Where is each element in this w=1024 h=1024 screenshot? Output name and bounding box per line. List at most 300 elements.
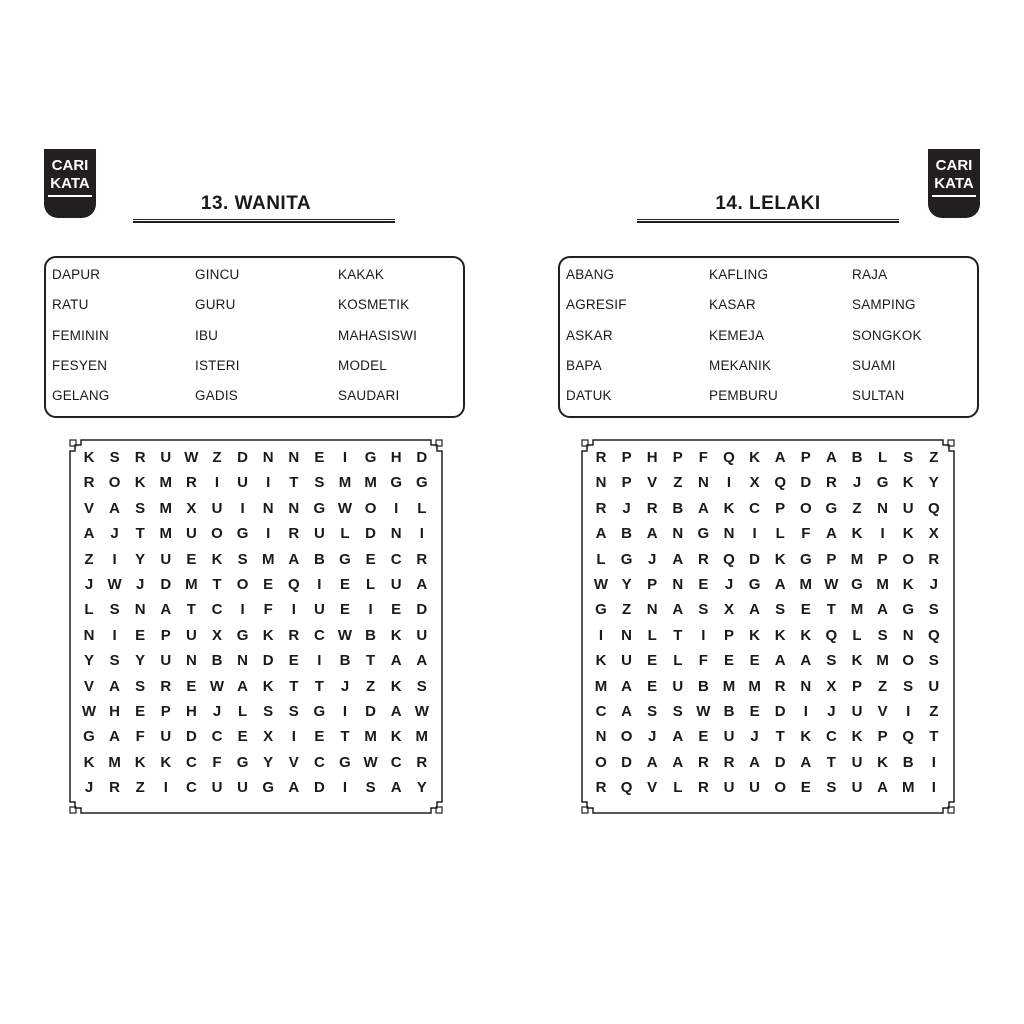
grid-letter[interactable]: A xyxy=(672,550,684,568)
grid-letter[interactable]: M xyxy=(901,779,915,797)
grid-letter[interactable]: L xyxy=(647,626,657,644)
grid-letter[interactable]: D xyxy=(416,449,428,466)
grid-letter[interactable]: A xyxy=(160,601,172,619)
grid-letter[interactable]: D xyxy=(313,779,325,797)
grid-letter[interactable]: J xyxy=(84,779,94,797)
grid-letter[interactable]: Q xyxy=(287,576,300,593)
grid-letter[interactable]: P xyxy=(826,550,837,568)
grid-letter[interactable]: U xyxy=(160,550,172,568)
grid-letter[interactable]: W xyxy=(696,703,711,720)
grid-letter[interactable]: D xyxy=(621,753,633,771)
grid-letter[interactable]: H xyxy=(390,449,402,466)
grid-letter[interactable]: K xyxy=(902,474,914,492)
grid-letter[interactable]: E xyxy=(365,550,376,568)
grid-letter[interactable]: E xyxy=(723,652,734,670)
grid-letter[interactable]: U xyxy=(313,525,325,543)
grid-letter[interactable]: J xyxy=(136,576,145,593)
grid-letter[interactable]: Z xyxy=(929,703,939,720)
grid-letter[interactable]: W xyxy=(824,576,839,593)
grid-letter[interactable]: A xyxy=(237,677,249,695)
grid-letter[interactable]: I xyxy=(112,626,117,644)
grid-letter[interactable]: C xyxy=(390,550,402,568)
grid-letter[interactable]: T xyxy=(826,753,836,771)
grid-letter[interactable]: I xyxy=(342,703,348,720)
grid-letter[interactable]: W xyxy=(184,449,199,466)
grid-letter[interactable]: R xyxy=(160,677,172,695)
grid-letter[interactable]: M xyxy=(108,753,121,771)
grid-letter[interactable]: W xyxy=(209,677,225,695)
grid-letter[interactable]: M xyxy=(261,550,275,568)
grid-letter[interactable]: M xyxy=(722,677,736,695)
grid-letter[interactable]: S xyxy=(109,601,120,619)
grid-letter[interactable]: P xyxy=(877,550,888,568)
grid-letter[interactable]: H xyxy=(109,703,121,720)
grid-letter[interactable]: D xyxy=(262,652,274,670)
grid-letter[interactable]: U xyxy=(416,626,428,644)
grid-letter[interactable]: I xyxy=(752,525,757,543)
grid-letter[interactable]: X xyxy=(263,728,274,746)
grid-letter[interactable]: A xyxy=(288,779,300,797)
grid-letter[interactable]: N xyxy=(262,499,274,517)
grid-letter[interactable]: Q xyxy=(902,728,915,746)
grid-letter[interactable]: Q xyxy=(774,474,787,492)
grid-letter[interactable]: U xyxy=(211,779,223,797)
grid-letter[interactable]: G xyxy=(876,474,889,492)
grid-letter[interactable]: S xyxy=(135,499,146,517)
grid-letter[interactable]: A xyxy=(749,753,761,771)
grid-letter[interactable]: O xyxy=(364,499,377,517)
grid-letter[interactable]: N xyxy=(390,525,402,543)
grid-letter[interactable]: P xyxy=(160,703,171,720)
grid-letter[interactable]: Y xyxy=(83,652,94,670)
grid-letter[interactable]: T xyxy=(826,601,836,619)
grid-letter[interactable]: L xyxy=(775,525,785,543)
grid-letter[interactable]: L xyxy=(417,499,427,517)
grid-letter[interactable]: S xyxy=(826,779,837,797)
grid-letter[interactable]: N xyxy=(723,525,735,543)
grid-letter[interactable]: K xyxy=(749,626,761,644)
grid-letter[interactable]: A xyxy=(800,753,812,771)
grid-letter[interactable]: K xyxy=(262,677,274,695)
grid-letter[interactable]: U xyxy=(237,474,249,492)
grid-letter[interactable]: L xyxy=(878,449,888,466)
grid-letter[interactable]: V xyxy=(288,753,299,771)
grid-letter[interactable]: A xyxy=(825,449,837,466)
grid-letter[interactable]: F xyxy=(135,728,145,746)
grid-letter[interactable]: W xyxy=(363,753,378,771)
grid-letter[interactable]: N xyxy=(672,525,684,543)
grid-letter[interactable]: U xyxy=(185,626,197,644)
grid-letter[interactable]: K xyxy=(390,728,402,746)
grid-letter[interactable]: T xyxy=(289,474,299,492)
grid-letter[interactable]: U xyxy=(902,499,914,517)
grid-letter[interactable]: O xyxy=(595,753,607,771)
grid-letter[interactable]: S xyxy=(928,601,939,619)
grid-letter[interactable]: L xyxy=(596,550,606,568)
grid-letter[interactable]: O xyxy=(211,525,223,543)
grid-letter[interactable]: F xyxy=(263,601,273,619)
grid-letter[interactable]: S xyxy=(135,677,146,695)
grid-letter[interactable]: K xyxy=(390,626,402,644)
grid-letter[interactable]: P xyxy=(775,499,786,517)
grid-letter[interactable]: J xyxy=(84,576,94,593)
grid-letter[interactable]: K xyxy=(851,728,863,746)
grid-letter[interactable]: T xyxy=(289,677,299,695)
grid-letter[interactable]: E xyxy=(314,728,325,746)
grid-letter[interactable]: I xyxy=(342,779,348,797)
grid-letter[interactable]: C xyxy=(185,779,197,797)
grid-letter[interactable]: B xyxy=(723,703,735,720)
grid-letter[interactable]: J xyxy=(852,474,862,492)
grid-letter[interactable]: S xyxy=(109,449,120,466)
grid-letter[interactable]: E xyxy=(237,728,248,746)
grid-letter[interactable]: E xyxy=(647,652,658,670)
grid-letter[interactable]: I xyxy=(112,550,117,568)
grid-letter[interactable]: R xyxy=(723,753,735,771)
grid-letter[interactable]: A xyxy=(288,550,300,568)
grid-letter[interactable]: K xyxy=(160,753,172,771)
grid-letter[interactable]: G xyxy=(825,499,838,517)
grid-letter[interactable]: F xyxy=(212,753,222,771)
grid-letter[interactable]: G xyxy=(364,449,377,466)
grid-letter[interactable]: A xyxy=(109,677,121,695)
grid-letter[interactable]: N xyxy=(646,601,658,619)
grid-letter[interactable]: O xyxy=(799,499,812,517)
grid-letter[interactable]: L xyxy=(340,525,350,543)
grid-letter[interactable]: Q xyxy=(723,449,735,466)
grid-letter[interactable]: T xyxy=(929,728,939,746)
grid-letter[interactable]: A xyxy=(774,449,786,466)
grid-letter[interactable]: E xyxy=(135,626,146,644)
grid-letter[interactable]: G xyxy=(313,499,326,517)
grid-letter[interactable]: T xyxy=(314,677,324,695)
grid-letter[interactable]: W xyxy=(337,626,353,644)
grid-letter[interactable]: A xyxy=(749,601,761,619)
grid-letter[interactable]: K xyxy=(83,753,95,771)
grid-letter[interactable]: S xyxy=(365,779,376,797)
grid-letter[interactable]: E xyxy=(135,703,146,720)
grid-letter[interactable]: U xyxy=(185,525,197,543)
grid-letter[interactable]: J xyxy=(622,499,631,517)
grid-letter[interactable]: Z xyxy=(878,677,888,695)
grid-letter[interactable]: R xyxy=(109,779,121,797)
grid-letter[interactable]: B xyxy=(621,525,633,543)
grid-letter[interactable]: L xyxy=(852,626,862,644)
grid-letter[interactable]: I xyxy=(291,601,296,619)
grid-letter[interactable]: B xyxy=(313,550,325,568)
grid-letter[interactable]: G xyxy=(262,779,275,797)
grid-letter[interactable]: I xyxy=(368,601,373,619)
grid-letter[interactable]: N xyxy=(697,474,709,492)
grid-letter[interactable]: U xyxy=(851,703,863,720)
grid-letter[interactable]: G xyxy=(339,550,351,568)
grid-letter[interactable]: R xyxy=(646,499,658,517)
grid-letter[interactable]: A xyxy=(877,779,889,797)
grid-letter[interactable]: K xyxy=(723,499,735,517)
grid-letter[interactable]: K xyxy=(800,728,812,746)
grid-letter[interactable]: S xyxy=(903,677,914,695)
grid-letter[interactable]: Y xyxy=(621,576,632,593)
grid-letter[interactable]: A xyxy=(877,601,889,619)
grid-letter[interactable]: B xyxy=(672,499,684,517)
grid-letter[interactable]: C xyxy=(211,728,223,746)
grid-letter[interactable]: Y xyxy=(135,550,146,568)
grid-letter[interactable]: Y xyxy=(928,474,939,492)
grid-letter[interactable]: Z xyxy=(673,474,683,492)
grid-letter[interactable]: Q xyxy=(927,499,940,517)
grid-letter[interactable]: L xyxy=(238,703,248,720)
grid-letter[interactable]: A xyxy=(825,525,837,543)
grid-letter[interactable]: D xyxy=(749,550,761,568)
grid-letter[interactable]: A xyxy=(774,652,786,670)
grid-letter[interactable]: C xyxy=(749,499,761,517)
grid-letter[interactable]: M xyxy=(159,525,173,543)
grid-letter[interactable]: N xyxy=(621,626,633,644)
grid-letter[interactable]: W xyxy=(414,703,429,720)
grid-letter[interactable]: M xyxy=(876,652,889,670)
grid-letter[interactable]: G xyxy=(83,728,95,746)
grid-letter[interactable]: P xyxy=(672,449,683,466)
grid-letter[interactable]: P xyxy=(800,449,811,466)
grid-letter[interactable]: W xyxy=(81,703,97,720)
grid-letter[interactable]: S xyxy=(416,677,427,695)
grid-letter[interactable]: R xyxy=(774,677,786,695)
grid-letter[interactable]: A xyxy=(390,652,402,670)
grid-letter[interactable]: U xyxy=(313,601,325,619)
grid-letter[interactable]: E xyxy=(749,652,760,670)
grid-letter[interactable]: N xyxy=(595,728,607,746)
grid-letter[interactable]: Q xyxy=(723,550,735,568)
grid-letter[interactable]: C xyxy=(595,703,607,720)
grid-letter[interactable]: R xyxy=(288,626,300,644)
grid-letter[interactable]: E xyxy=(263,576,274,593)
grid-letter[interactable]: Y xyxy=(416,779,427,797)
grid-letter[interactable]: G xyxy=(313,703,326,720)
grid-letter[interactable]: M xyxy=(594,677,608,695)
grid-letter[interactable]: G xyxy=(236,626,249,644)
grid-letter[interactable]: D xyxy=(237,449,249,466)
grid-letter[interactable]: B xyxy=(851,449,863,466)
grid-letter[interactable]: S xyxy=(672,703,683,720)
grid-letter[interactable]: N xyxy=(672,576,684,593)
grid-letter[interactable]: R xyxy=(595,449,607,466)
grid-letter[interactable]: S xyxy=(775,601,786,619)
grid-letter[interactable]: I xyxy=(163,779,168,797)
grid-letter[interactable]: K xyxy=(851,652,863,670)
grid-letter[interactable]: I xyxy=(266,525,271,543)
grid-letter[interactable]: B xyxy=(211,652,223,670)
grid-letter[interactable]: D xyxy=(416,601,428,619)
grid-letter[interactable]: A xyxy=(595,525,607,543)
grid-letter[interactable]: N xyxy=(185,652,197,670)
grid-letter[interactable]: U xyxy=(160,728,172,746)
grid-letter[interactable]: S xyxy=(877,626,888,644)
grid-letter[interactable]: K xyxy=(774,626,786,644)
grid-letter[interactable]: O xyxy=(774,779,787,797)
grid-letter[interactable]: O xyxy=(902,652,915,670)
grid-letter[interactable]: D xyxy=(365,525,377,543)
grid-letter[interactable]: U xyxy=(851,779,863,797)
grid-letter[interactable]: I xyxy=(931,753,936,771)
grid-letter[interactable]: V xyxy=(647,474,658,492)
grid-letter[interactable]: D xyxy=(160,576,172,593)
grid-letter[interactable]: B xyxy=(697,677,709,695)
grid-letter[interactable]: R xyxy=(416,753,428,771)
grid-letter[interactable]: N xyxy=(595,474,607,492)
grid-letter[interactable]: R xyxy=(825,474,837,492)
grid-letter[interactable]: E xyxy=(314,449,325,466)
grid-letter[interactable]: S xyxy=(928,652,939,670)
grid-letter[interactable]: S xyxy=(826,652,837,670)
grid-letter[interactable]: A xyxy=(109,728,121,746)
grid-letter[interactable]: K xyxy=(390,677,402,695)
grid-letter[interactable]: U xyxy=(621,652,633,670)
grid-letter[interactable]: N xyxy=(288,499,300,517)
grid-letter[interactable]: T xyxy=(340,728,350,746)
grid-letter[interactable]: M xyxy=(159,474,173,492)
grid-letter[interactable]: K xyxy=(211,550,223,568)
grid-letter[interactable]: O xyxy=(236,576,249,593)
grid-letter[interactable]: T xyxy=(366,652,376,670)
grid-letter[interactable]: G xyxy=(415,474,428,492)
grid-letter[interactable]: L xyxy=(84,601,94,619)
grid-letter[interactable]: E xyxy=(647,677,658,695)
grid-letter[interactable]: B xyxy=(902,753,914,771)
grid-letter[interactable]: V xyxy=(83,499,94,517)
grid-letter[interactable]: E xyxy=(186,550,197,568)
grid-letter[interactable]: M xyxy=(876,576,889,593)
grid-letter[interactable]: M xyxy=(799,576,813,593)
grid-letter[interactable]: C xyxy=(313,626,325,644)
grid-letter[interactable]: E xyxy=(339,601,350,619)
grid-letter[interactable]: U xyxy=(749,779,761,797)
grid-letter[interactable]: U xyxy=(390,576,402,593)
grid-letter[interactable]: S xyxy=(647,703,658,720)
grid-letter[interactable]: G xyxy=(236,753,249,771)
grid-letter[interactable]: U xyxy=(723,779,735,797)
grid-letter[interactable]: G xyxy=(236,525,249,543)
grid-letter[interactable]: R xyxy=(134,449,146,466)
grid-letter[interactable]: I xyxy=(598,626,604,644)
grid-letter[interactable]: Q xyxy=(825,626,838,644)
grid-letter[interactable]: E xyxy=(749,703,760,720)
grid-letter[interactable]: R xyxy=(185,474,197,492)
grid-letter[interactable]: Z xyxy=(84,550,94,568)
grid-letter[interactable]: G xyxy=(748,576,761,593)
grid-letter[interactable]: K xyxy=(877,753,889,771)
grid-letter[interactable]: T xyxy=(212,576,222,593)
grid-letter[interactable]: R xyxy=(595,779,607,797)
grid-letter[interactable]: X xyxy=(723,601,734,619)
grid-letter[interactable]: E xyxy=(391,601,402,619)
grid-letter[interactable]: K xyxy=(262,626,274,644)
grid-letter[interactable]: C xyxy=(390,753,402,771)
grid-letter[interactable]: I xyxy=(266,474,271,492)
grid-letter[interactable]: S xyxy=(263,703,274,720)
grid-letter[interactable]: T xyxy=(673,626,683,644)
grid-letter[interactable]: A xyxy=(83,525,95,543)
grid-letter[interactable]: A xyxy=(416,652,428,670)
grid-letter[interactable]: Q xyxy=(620,779,633,797)
grid-letter[interactable]: M xyxy=(364,474,377,492)
grid-letter[interactable]: D xyxy=(185,728,197,746)
grid-letter[interactable]: R xyxy=(416,550,428,568)
grid-letter[interactable]: I xyxy=(803,703,808,720)
grid-letter[interactable]: G xyxy=(595,601,607,619)
grid-letter[interactable]: P xyxy=(723,626,734,644)
grid-letter[interactable]: U xyxy=(237,779,249,797)
grid-letter[interactable]: R xyxy=(928,550,940,568)
grid-letter[interactable]: S xyxy=(288,703,299,720)
grid-letter[interactable]: M xyxy=(415,728,429,746)
grid-letter[interactable]: G xyxy=(799,550,812,568)
grid-letter[interactable]: A xyxy=(646,753,658,771)
grid-letter[interactable]: M xyxy=(850,601,864,619)
grid-letter[interactable]: X xyxy=(928,525,939,543)
grid-letter[interactable]: O xyxy=(108,474,121,492)
grid-letter[interactable]: I xyxy=(342,449,348,466)
grid-letter[interactable]: K xyxy=(902,525,914,543)
grid-letter[interactable]: D xyxy=(774,703,786,720)
grid-letter[interactable]: U xyxy=(723,728,735,746)
grid-letter[interactable]: W xyxy=(593,576,609,593)
grid-letter[interactable]: U xyxy=(160,449,172,466)
grid-letter[interactable]: J xyxy=(929,576,938,593)
grid-letter[interactable]: G xyxy=(902,601,915,619)
grid-letter[interactable]: H xyxy=(185,703,197,720)
grid-letter[interactable]: U xyxy=(211,499,223,517)
grid-letter[interactable]: W xyxy=(337,499,353,517)
grid-letter[interactable]: V xyxy=(877,703,888,720)
grid-letter[interactable]: K xyxy=(774,550,786,568)
grid-letter[interactable]: I xyxy=(701,626,706,644)
grid-letter[interactable]: T xyxy=(775,728,785,746)
grid-letter[interactable]: G xyxy=(339,753,351,771)
grid-letter[interactable]: C xyxy=(211,601,223,619)
grid-letter[interactable]: I xyxy=(931,779,936,797)
grid-letter[interactable]: K xyxy=(851,525,863,543)
grid-letter[interactable]: M xyxy=(364,728,377,746)
grid-letter[interactable]: N xyxy=(877,499,889,517)
grid-letter[interactable]: I xyxy=(240,601,245,619)
grid-letter[interactable]: X xyxy=(826,677,837,695)
grid-letter[interactable]: A xyxy=(621,703,633,720)
grid-letter[interactable]: A xyxy=(390,703,402,720)
grid-letter[interactable]: V xyxy=(647,779,658,797)
grid-letter[interactable]: X xyxy=(211,626,222,644)
grid-letter[interactable]: X xyxy=(749,474,760,492)
grid-letter[interactable]: A xyxy=(416,576,428,593)
grid-letter[interactable]: Z xyxy=(135,779,145,797)
grid-letter[interactable]: Z xyxy=(929,449,939,466)
grid-letter[interactable]: C xyxy=(185,753,197,771)
grid-letter[interactable]: K xyxy=(902,576,914,593)
grid-letter[interactable]: R xyxy=(288,525,300,543)
grid-letter[interactable]: I xyxy=(240,499,245,517)
grid-letter[interactable]: A xyxy=(672,728,684,746)
grid-letter[interactable]: B xyxy=(365,626,377,644)
grid-letter[interactable]: G xyxy=(390,474,403,492)
grid-letter[interactable]: G xyxy=(851,576,863,593)
grid-letter[interactable]: Z xyxy=(852,499,862,517)
grid-letter[interactable]: J xyxy=(212,703,222,720)
grid-letter[interactable]: E xyxy=(288,652,299,670)
grid-letter[interactable]: J xyxy=(648,550,657,568)
grid-letter[interactable]: D xyxy=(365,703,377,720)
grid-letter[interactable]: P xyxy=(877,728,888,746)
grid-letter[interactable]: E xyxy=(800,779,811,797)
grid-letter[interactable]: F xyxy=(698,652,708,670)
